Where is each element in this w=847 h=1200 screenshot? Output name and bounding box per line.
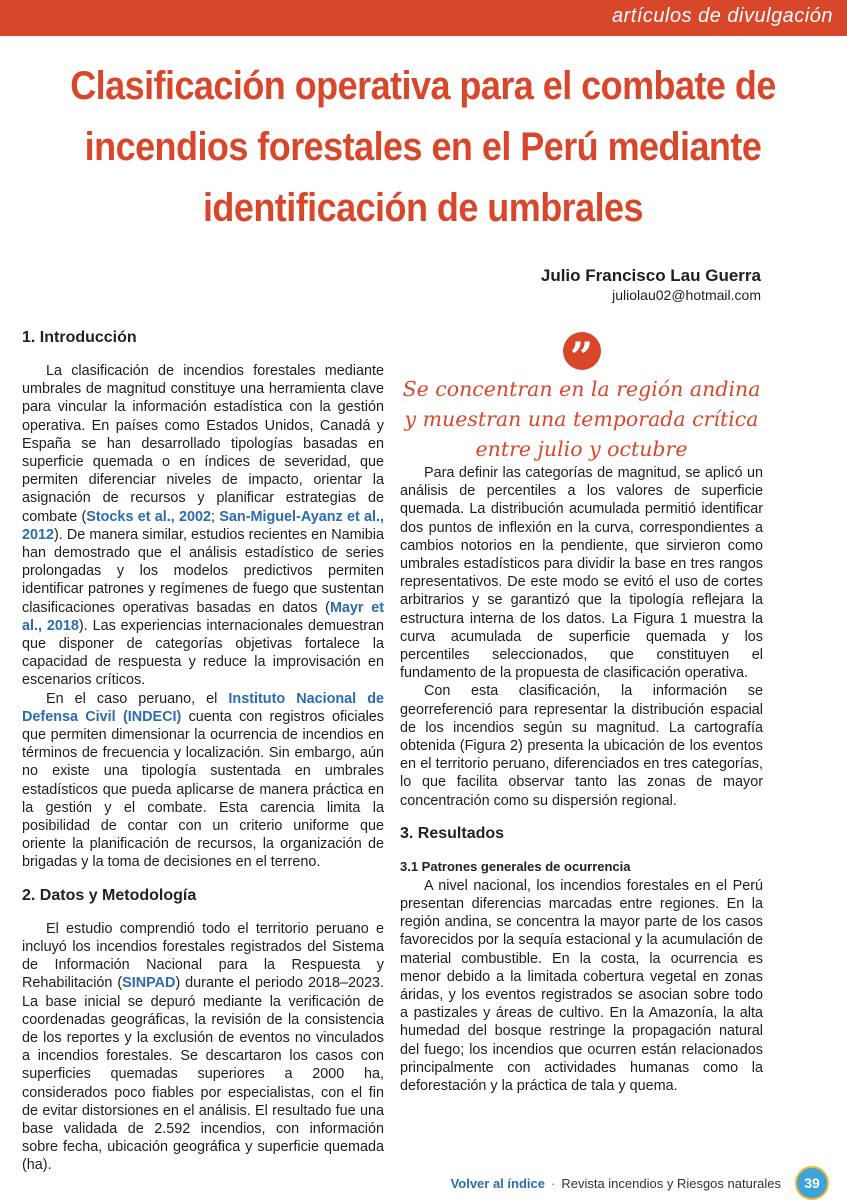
section-header-bar xyxy=(0,0,847,36)
reference-link-sinpad[interactable]: SINPAD xyxy=(122,975,176,992)
reference-link-stocks[interactable]: Stocks et al., 2002 xyxy=(86,508,212,525)
ref-separator: ; xyxy=(211,508,220,525)
footer-separator: · xyxy=(550,1175,556,1191)
methods-text: El estudio comprendió todo el territorio peruano e incluyó los incendios forestales registrados del Sistema de Información Nacional para la Respuesta y Rehabilitación ( xyxy=(22,920,384,992)
author-block xyxy=(541,266,761,304)
reference-link-san-miguel[interactable]: San-Miguel-Ayanz et al., 2012 xyxy=(22,508,384,543)
intro-text: ). Las experiencias internacionales demuestran que disponer de categorías objetivas fortalece la capacidad de respuesta y reduce la improvisación en escenarios críticos. xyxy=(22,617,385,689)
author-name: Julio Francisco Lau Guerra xyxy=(540,266,761,285)
results-paragraph-1: A nivel nacional, los incendios forestales en el Perú presentan diferencias marcadas entre regiones. En la región andina, se concentra la mayor parte de los casos favorecidos por la sequía estacional y la acumulación de material combustible. En la costa, la ocurrencia es menor debido a la limitada cobertura vegetal en zonas áridas, y los eventos registrados se asocian sobre todo a pastizales y áreas de cultivo. En la Amazonía, la alta humedad del bosque restringe la propagación natural del fuego; los incendios que ocurren están relacionados principalmente con actividades humanas como la deforestación y la práctica de tala y quema. xyxy=(400,877,763,1095)
intro-paragraph-1 xyxy=(22,362,384,690)
results-subheading: 3.1 Patrones generales de ocurrencia xyxy=(400,858,631,874)
article-title: Clasificación operativa para el combate de incendios forestales en el Perú mediante identificación de umbrales xyxy=(70,64,776,230)
intro-text: La clasificación de incendios forestales mediante umbrales de magnitud constituye una herramienta clave para vincular la información estadística con la gestión operativa. En países como Estados Unidos, Canadá y España se han desarrollado tipologías basadas en superficie quemada o en índices de severidad, que permiten diferenciar niveles de impacto, orientar la asignación de recursos y planificar estrategias de combate ( xyxy=(22,363,384,525)
right-column xyxy=(400,332,763,1095)
intro-text: En el caso peruano, el xyxy=(46,690,229,707)
intro-paragraph-2 xyxy=(22,690,384,872)
methods-paragraph-1 xyxy=(22,920,384,1175)
left-column xyxy=(22,328,384,1175)
methods-paragraph-2: Para definir las categorías de magnitud, se aplicó un análisis de percentiles a los valores de superficie quemada. La distribución acumulada permitió identificar dos puntos de inflexión en la curva, correspondientes a cambios notorios en la pendiente, que sirvieron como umbrales estadísticos para dividir la base en tres rangos representativos. De este modo se evitó el uso de cortes arbitrarios y se garantizó que la tipología reflejara la estructura interna de los datos. La Figura 1 muestra la curva acumulada de superficie quemada y los percentiles seleccionados, que constituyen el fundamento de la propuesta de clasificación operativa. xyxy=(400,465,763,682)
reference-link-indeci[interactable]: Instituto Nacional de Defensa Civil (INDECI) xyxy=(22,690,384,725)
pull-quote: Se concentran en la región andina y muestran una temporada crítica entre julio y octubre xyxy=(402,377,761,461)
methods-heading: 2. Datos y Metodología xyxy=(22,886,197,904)
reference-link-mayr[interactable]: Mayr et al., 2018 xyxy=(22,599,384,634)
results-heading: 3. Resultados xyxy=(400,824,505,842)
journal-name: Revista incendios y Riesgos naturales xyxy=(561,1175,781,1191)
page-number-badge: 39 xyxy=(795,1166,829,1200)
back-to-index-link[interactable]: Volver al índice xyxy=(450,1175,545,1191)
author-email: juliolau02@hotmail.com xyxy=(612,287,761,303)
intro-heading: 1. Introducción xyxy=(22,329,137,346)
section-label: artículos de divulgación xyxy=(611,5,833,27)
intro-text: cuenta con registros oficiales que permiten dimensionar la ocurrencia de incendios en términos de frecuencia y localización. Sin embargo, aún no existe una tipología sustentada en umbrales estadísticos que pueda aplicarse de manera práctica en la gestión y el combate. Esta carencia limita la posibilidad de contar con un criterio uniforme que oriente la planificación de recursos, la organización de brigadas y la toma de decisiones en el terreno. xyxy=(22,708,384,871)
methods-paragraph-3: Con esta clasificación, la información se georreferenció para representar la distribución espacial de los incendios según su magnitud. La cartografía obtenida (Figura 2) presenta la ubicación de los eventos en el territorio peruano, diferenciados en tres categorías, lo que facilita observar tanto las zonas de mayor concentración como su dispersión regional. xyxy=(400,683,763,809)
methods-text: ) durante el periodo 2018–2023. La base inicial se depuró mediante la verificación de coordenadas geográficas, la revisión de la consistencia de los reportes y la exclusión de eventos no vinculados a incendios forestales. Se descartaron los casos con superficies quemadas superiores a 2000 ha, considerados poco fiables por especialistas, con el fin de evitar distorsiones en el análisis. El resultado fue una base validada de 2.592 incendios, con información sobre fecha, ubicación geográfica y superficie quemada (ha). xyxy=(22,975,384,1174)
page-footer xyxy=(451,1166,829,1200)
intro-text: ). De manera similar, estudios recientes en Namibia han demostrado que el análisis estadístico de series prolongadas y los modelos predictivos permiten identificar patrones y regímenes de fuego que sustentan clasificaciones operativas basadas en datos ( xyxy=(22,526,384,616)
quote-icon: ” xyxy=(400,332,763,368)
